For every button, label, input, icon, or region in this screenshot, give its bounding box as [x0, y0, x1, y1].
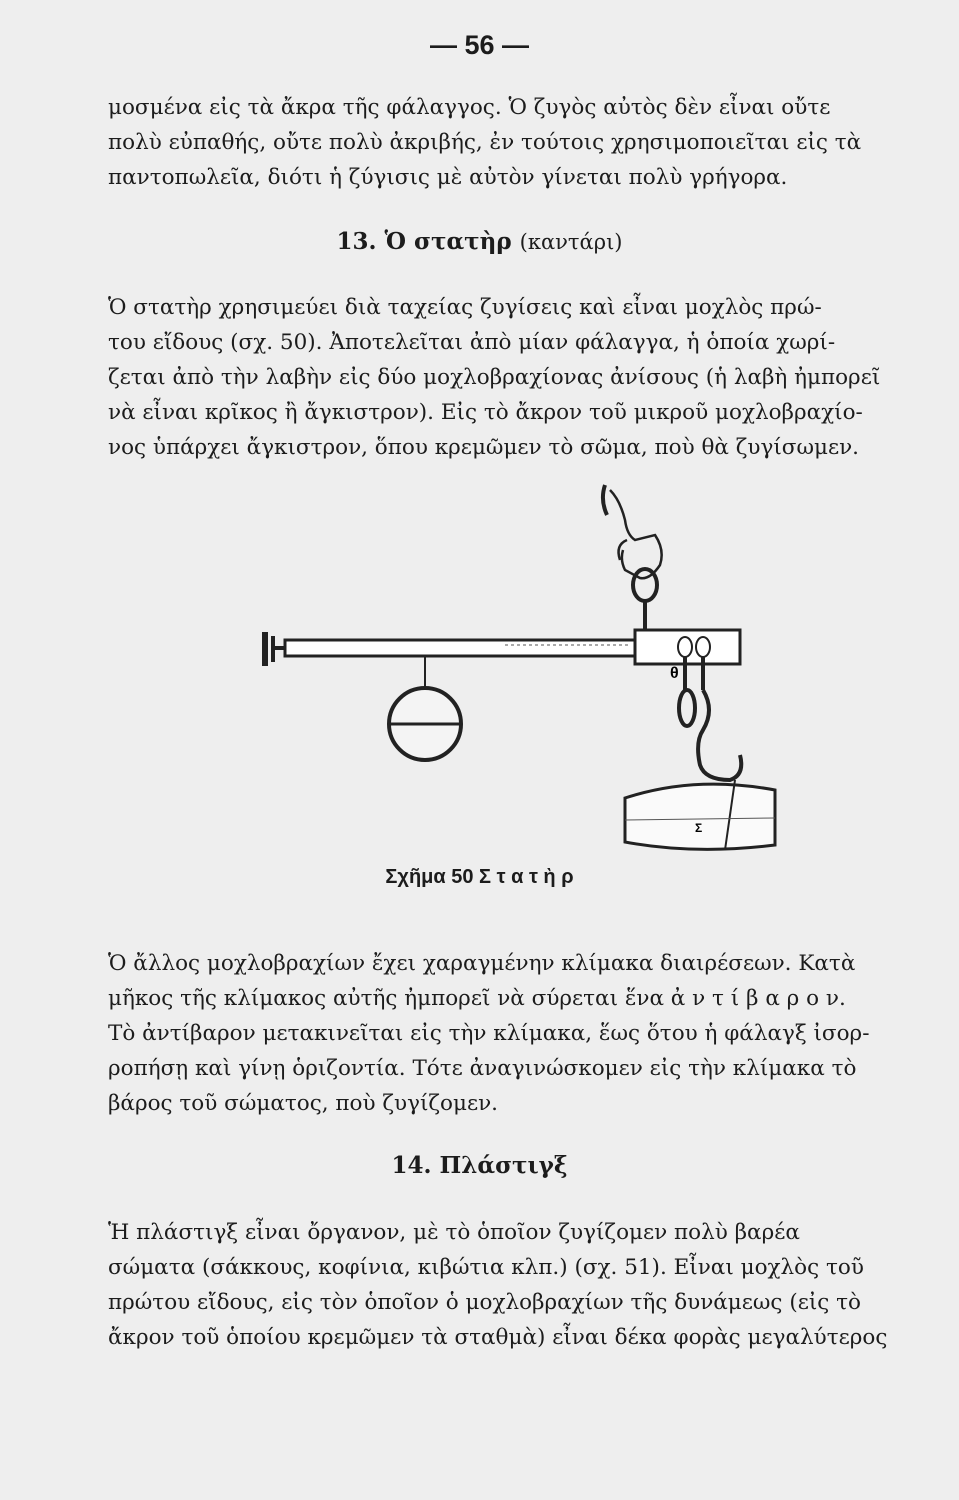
paragraph-platform-scale: [108, 1215, 930, 1355]
load-hook: [679, 657, 741, 780]
counterweight: [389, 656, 461, 760]
paragraph-scale-description: [108, 946, 930, 1121]
text-line: σώματα (σάκκους, κοφίνια, κιβώτια κλπ.) (σχ. 51). Εἶναι μοχλὸς τοῦ: [108, 1255, 864, 1280]
text-line: παντοπωλεῖα, διότι ἡ ζύγισις μὲ αὐτὸν γίνεται πολὺ γρήγορα.: [108, 165, 788, 190]
load-package: [625, 780, 775, 850]
beam: [265, 630, 740, 666]
text-line: πρώτου εἴδους, εἰς τὸν ὁποῖον ὁ μοχλοβραχίων τῆς δυνάμεως (εἰς τὸ: [108, 1290, 861, 1315]
text-line: νος ὑπάρχει ἄγκιστρον, ὅπου κρεμῶμεν τὸ σῶμα, ποὺ θὰ ζυγίσωμεν.: [108, 435, 860, 460]
page-number: — 56 —: [429, 30, 530, 60]
section-13-subtitle: (καντάρι): [519, 230, 623, 254]
hand-drawing: [603, 485, 662, 578]
section-13-heading: [0, 228, 959, 255]
paragraph-stater-intro: [108, 290, 930, 465]
section-13-title: 13. Ὁ στατὴρ: [336, 228, 512, 255]
text-line: μῆκος τῆς κλίμακος αὐτῆς ἠμπορεῖ νὰ σύρεται ἕνα ἀ ν τ ί β α ρ ο ν.: [108, 986, 846, 1011]
text-line: πολὺ εὐπαθής, οὔτε πολὺ ἀκριβής, ἐν τούτοις χρησιμοποιεῖται εἰς τὰ: [108, 130, 862, 155]
steelyard-illustration: [255, 480, 795, 860]
text-line: του εἴδους (σχ. 50). Ἀποτελεῖται ἀπὸ μίαν φάλαγγα, ἡ ὁποία χωρί-: [108, 330, 836, 355]
text-line: μοσμένα εἰς τὰ ἄκρα τῆς φάλαγγος. Ὁ ζυγὸς αὐτὸς δὲν εἶναι οὔτε: [108, 95, 831, 120]
text-line: Τὸ ἀντίβαρον μετακινεῖται εἰς τὴν κλίμακα, ἕως ὅτου ἡ φάλαγξ ἰσορ-: [108, 1021, 870, 1046]
section-14-heading: 14. Πλάστιγξ: [391, 1152, 568, 1179]
text-line: νὰ εἶναι κρῖκος ἢ ἄγκιστρον). Εἰς τὸ ἄκρον τοῦ μικροῦ μοχλοβραχίο-: [108, 400, 863, 425]
text-line: Ὁ ἄλλος μοχλοβραχίων ἔχει χαραγμένην κλίμακα διαιρέσεων. Κατὰ: [108, 951, 856, 976]
load-label: Σ: [695, 821, 703, 835]
hanging-ring: [633, 569, 657, 601]
text-line: ζεται ἀπὸ τὴν λαβὴν εἰς δύο μοχλοβραχίονας ἀνίσους (ἡ λαβὴ ἠμπορεῖ: [108, 365, 881, 390]
text-line: Ἡ πλάστιγξ εἶναι ὄργανον, μὲ τὸ ὁποῖον ζυγίζομεν πολὺ βαρέα: [108, 1220, 800, 1245]
text-line: ροπήσῃ καὶ γίνῃ ὁριζοντία. Τότε ἀναγινώσκομεν εἰς τὴν κλίμακα τὸ: [108, 1056, 857, 1081]
text-line: βάρος τοῦ σώματος, ποὺ ζυγίζομεν.: [108, 1091, 498, 1116]
figure-caption: Σχῆμα 50 Σ τ α τ ὴ ρ: [385, 866, 574, 888]
pivot-label: θ: [670, 665, 679, 682]
paragraph-balance-end: [108, 90, 930, 195]
text-line: Ὁ στατὴρ χρησιμεύει διὰ ταχείας ζυγίσεις καὶ εἶναι μοχλὸς πρώ-: [108, 295, 822, 320]
text-line: ἄκρον τοῦ ὁποίου κρεμῶμεν τὰ σταθμὰ) εἶναι δέκα φορὰς μεγαλύτερος: [108, 1325, 888, 1350]
